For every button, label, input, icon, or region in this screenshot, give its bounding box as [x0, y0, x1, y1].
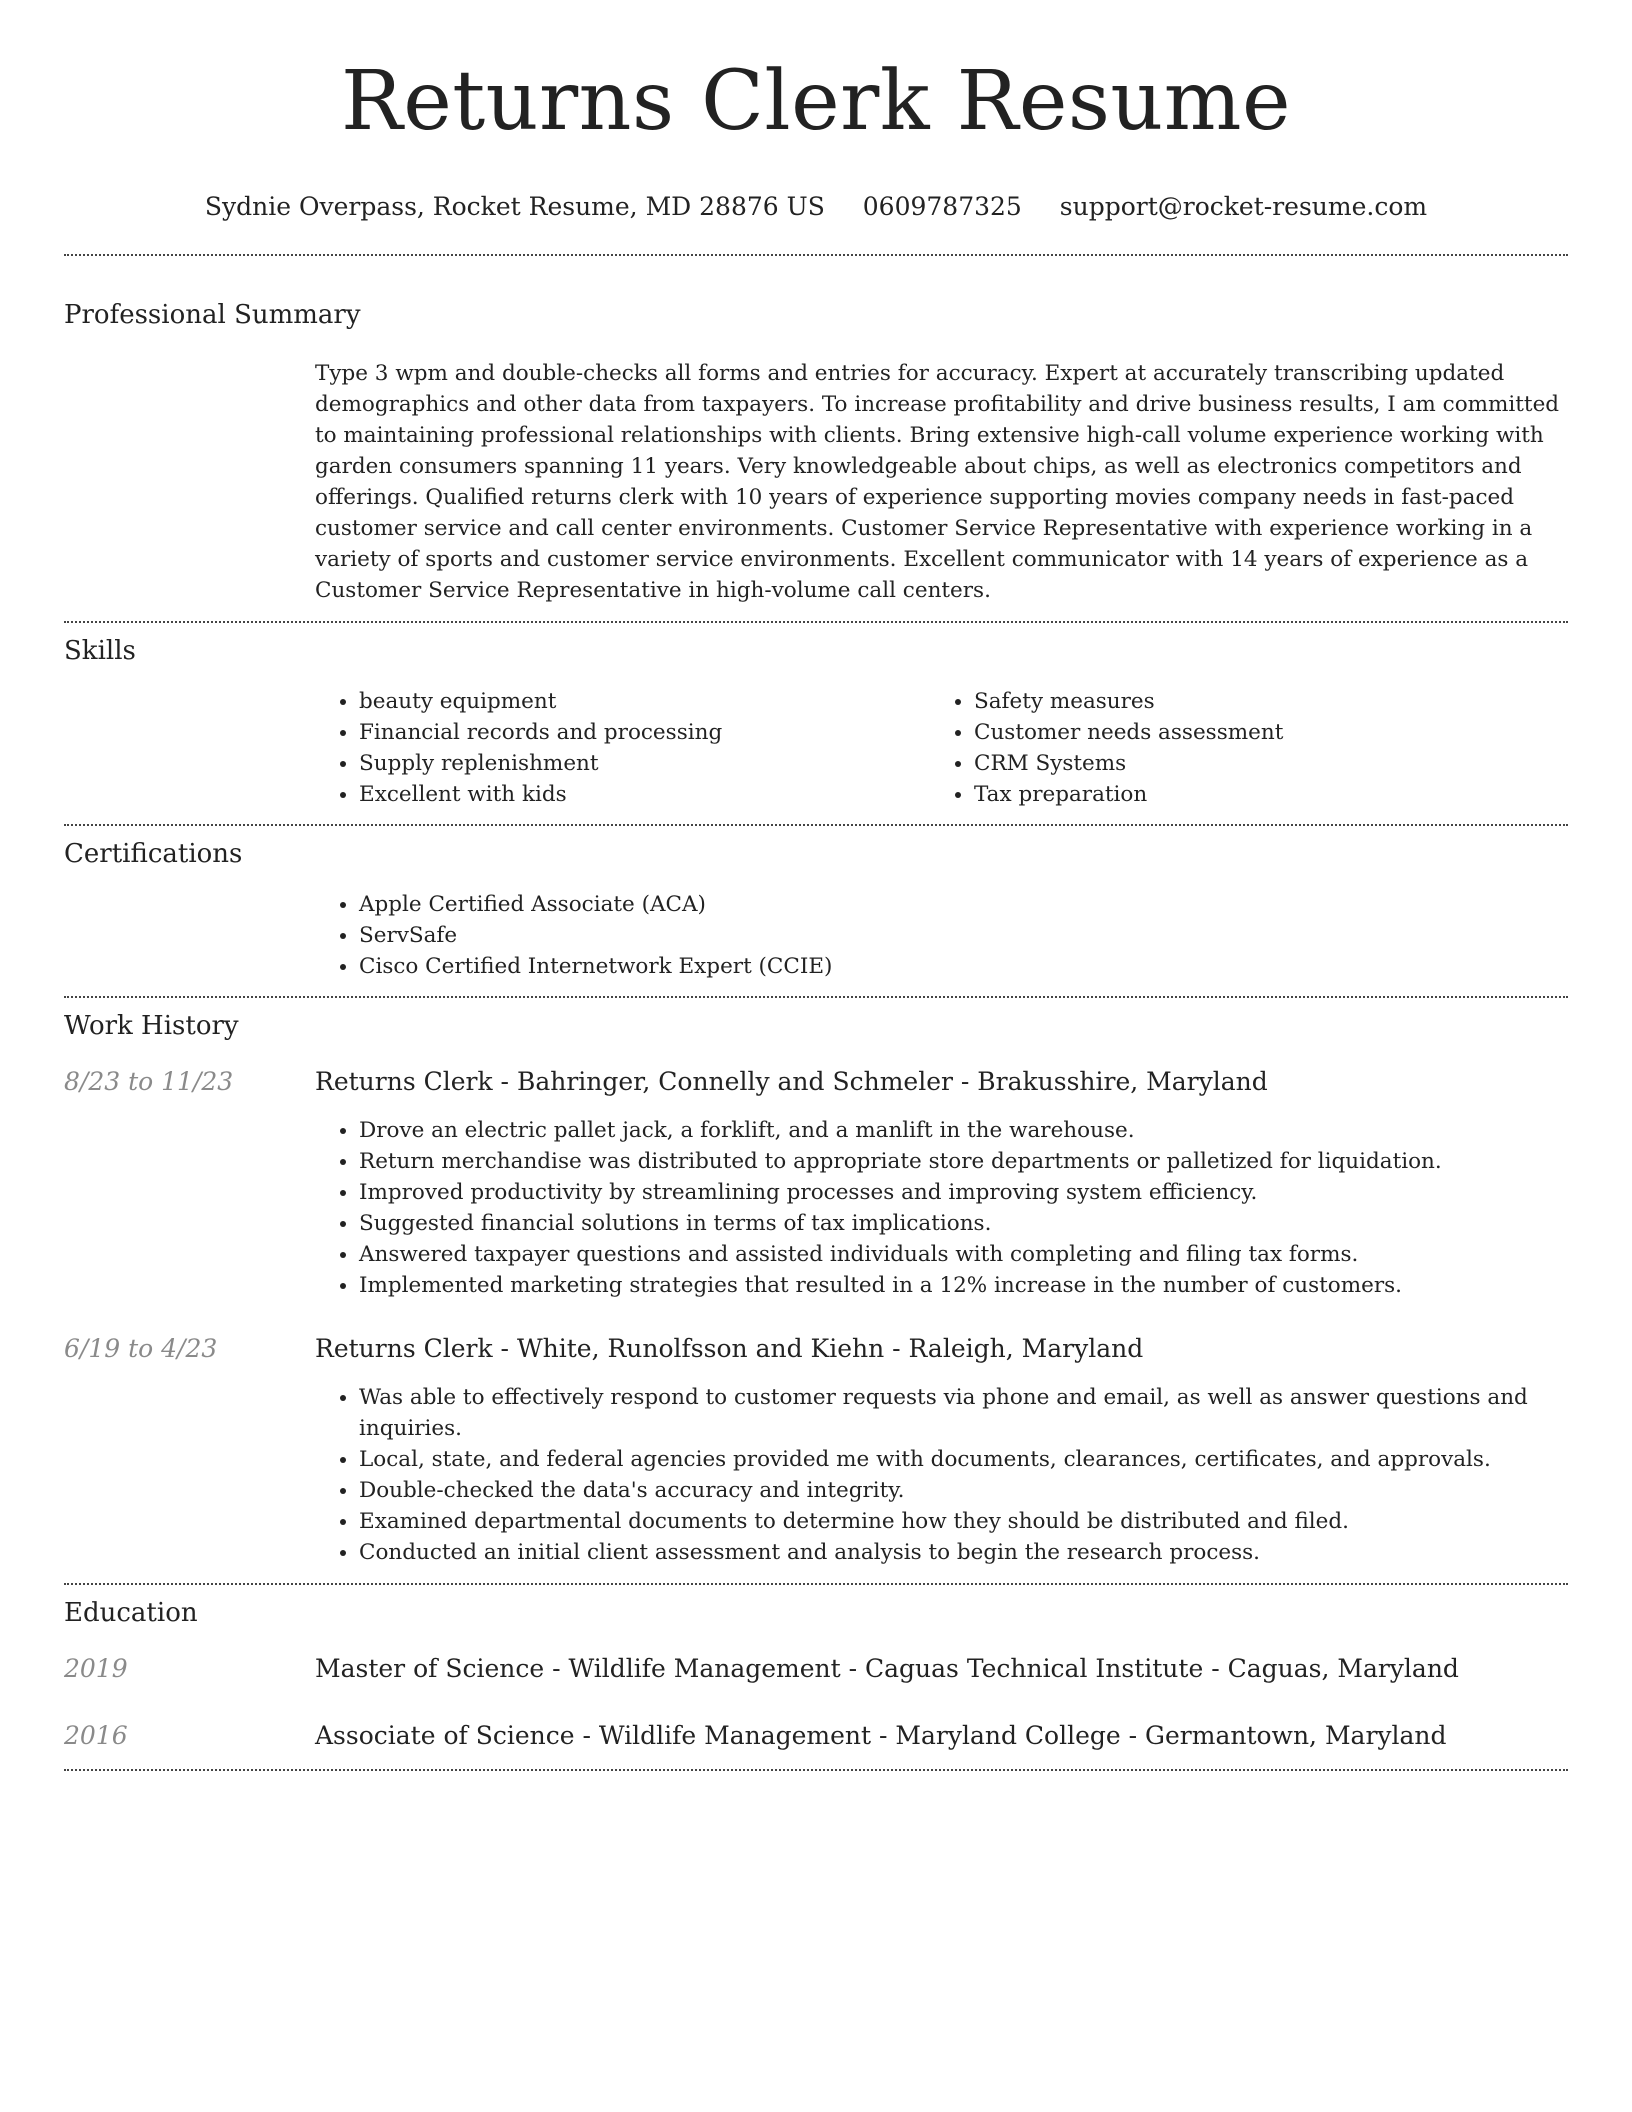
- job-title: Returns Clerk - Bahringer, Connelly and Schmeler - Brakusshire, Maryland: [315, 1067, 1268, 1096]
- job-bullet: • Examined departmental documents to determine how they should be distributed and filed.: [359, 1506, 1568, 1537]
- work-history-section: [64, 1009, 1568, 1583]
- section-divider: [64, 1769, 1568, 1771]
- job-bullet: • Answered taxpayer questions and assisted individuals with completing and filing tax forms.: [359, 1239, 1568, 1270]
- skills-column-right: [930, 686, 1545, 810]
- section-divider: [64, 1583, 1568, 1585]
- education-year: 2019: [64, 1654, 128, 1683]
- section-divider: [64, 824, 1568, 826]
- section-heading-work-history: Work History: [64, 1011, 239, 1041]
- job-bullet: • Suggested financial solutions in terms of tax implications.: [359, 1208, 1568, 1239]
- certifications-section: [64, 837, 1568, 982]
- section-divider: [64, 996, 1568, 998]
- section-divider: [64, 621, 1568, 623]
- education-year: 2016: [64, 1721, 128, 1750]
- certifications-list: [315, 889, 1568, 982]
- job-dates: 6/19 to 4/23: [64, 1334, 218, 1363]
- job-bullet: • Drove an electric pallet jack, a forklift, and a manlift in the warehouse.: [359, 1115, 1568, 1146]
- skill-item: • CRM Systems: [974, 748, 1545, 779]
- skill-item: • Customer needs assessment: [974, 717, 1545, 748]
- skills-list: [315, 686, 1568, 810]
- contact-email: support@rocket-resume.com: [1059, 192, 1428, 221]
- skill-item: • Tax preparation: [974, 779, 1545, 810]
- job-bullet: • Conducted an initial client assessment and analysis to begin the research process.: [359, 1537, 1568, 1568]
- contact-line: [64, 190, 1568, 224]
- skill-item: • Supply replenishment: [359, 748, 930, 779]
- job-bullet: • Implemented marketing strategies that resulted in a 12% increase in the number of customers.: [359, 1270, 1568, 1301]
- skills-section: [64, 634, 1568, 810]
- job-bullet: • Improved productivity by streamlining processes and improving system efficiency.: [359, 1177, 1568, 1208]
- section-heading-skills: Skills: [64, 636, 136, 666]
- education-section: [64, 1596, 1568, 1769]
- skill-item: • Excellent with kids: [359, 779, 930, 810]
- skill-item: • beauty equipment: [359, 686, 930, 717]
- skill-item: • Safety measures: [974, 686, 1545, 717]
- skills-column-left: [315, 686, 930, 810]
- skill-item: • Financial records and processing: [359, 717, 930, 748]
- job-responsibilities: [315, 1382, 1568, 1568]
- certification-item: • ServSafe: [359, 920, 1568, 951]
- section-heading-education: Education: [64, 1598, 198, 1628]
- job-bullet: • Double-checked the data's accuracy and integrity.: [359, 1475, 1568, 1506]
- job-responsibilities: [315, 1115, 1568, 1301]
- summary-text: Type 3 wpm and double-checks all forms and entries for accuracy. Expert at accurately transcribing updated demographics and other data from taxpayers. To increase profitability and drive business results, I am committed to maintaining professional relationships with clients. Bring extensive high-call volume experience working with garden consumers spanning 11 years. Very knowledgeable about chips, as well as electronics competitors and offerings. Qualified returns clerk with 10 years of experience supporting movies company needs in fast-paced customer service and call center environments. Customer Service Representative with experience working in a variety of sports and customer service environments. Excellent communicator with 14 years of experience as a Customer Service Representative in high-volume call centers.: [315, 361, 1560, 603]
- job-entry: [64, 1065, 1568, 1099]
- certification-item: • Cisco Certified Internetwork Expert (CCIE): [359, 951, 1568, 982]
- job-bullet: • Return merchandise was distributed to appropriate store departments or palletized for liquidation.: [359, 1146, 1568, 1177]
- section-divider: [64, 254, 1568, 256]
- resume-title: Returns Clerk Resume: [340, 54, 1292, 149]
- professional-summary-section: [64, 298, 1568, 606]
- education-entry: [64, 1652, 1568, 1686]
- education-degree: Associate of Science - Wildlife Management - Maryland College - Germantown, Maryland: [315, 1721, 1447, 1750]
- section-heading-summary: Professional Summary: [64, 300, 361, 330]
- education-entry: [64, 1719, 1568, 1753]
- job-dates: 8/23 to 11/23: [64, 1067, 234, 1096]
- job-entry: [64, 1332, 1568, 1366]
- education-degree: Master of Science - Wildlife Management - Caguas Technical Institute - Caguas, Maryland: [315, 1654, 1459, 1683]
- section-heading-certifications: Certifications: [64, 839, 243, 869]
- contact-phone: 0609787325: [862, 192, 1022, 221]
- job-bullet: • Local, state, and federal agencies provided me with documents, clearances, certificates, and approvals.: [359, 1444, 1568, 1475]
- contact-address: Sydnie Overpass, Rocket Resume, MD 28876 US: [204, 192, 825, 221]
- job-bullet: • Was able to effectively respond to customer requests via phone and email, as well as answer questions and inquiries.: [359, 1382, 1568, 1444]
- job-title: Returns Clerk - White, Runolfsson and Kiehn - Raleigh, Maryland: [315, 1334, 1144, 1363]
- certification-item: • Apple Certified Associate (ACA): [359, 889, 1568, 920]
